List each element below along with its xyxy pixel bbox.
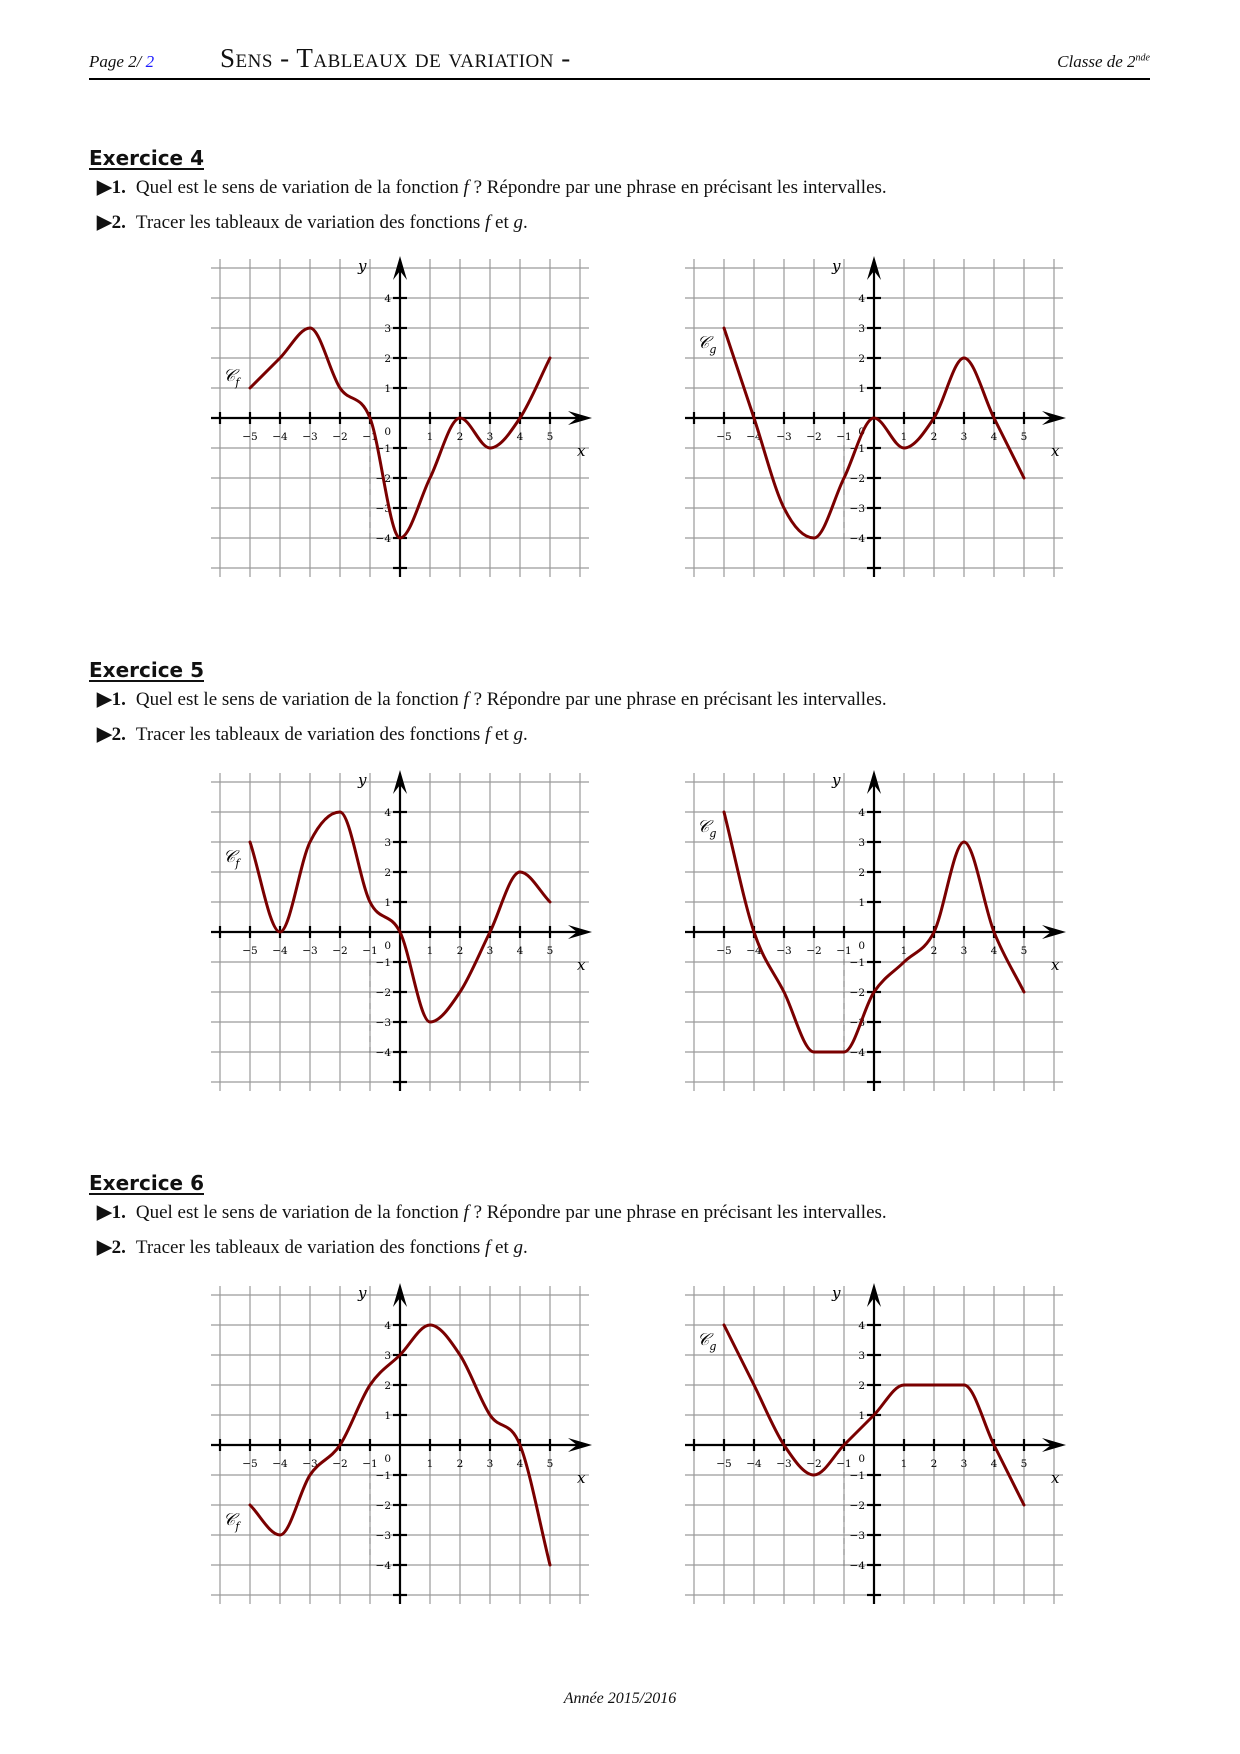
- y-tick-label: −2: [375, 473, 391, 485]
- question-text: ? Répondre par une phrase en précisant les intervalles.: [468, 177, 887, 198]
- x-tick-label: −3: [302, 945, 318, 957]
- x-tick-label: 1: [900, 945, 908, 957]
- function-name: f: [463, 689, 469, 710]
- x-tick-label: −4: [746, 945, 762, 957]
- origin-label: 0: [858, 1453, 865, 1465]
- x-tick-label: 4: [516, 945, 524, 957]
- function-name: f: [463, 1202, 469, 1223]
- y-tick-label: 3: [384, 837, 391, 849]
- function-name: f: [484, 1237, 491, 1258]
- document-title: Sens - Tableaux de variation -: [220, 43, 571, 73]
- curve-label: [223, 847, 241, 870]
- question-1: [97, 176, 887, 199]
- y-axis-label: y: [832, 771, 841, 789]
- curve-label-letter: 𝒞: [223, 847, 236, 867]
- y-tick-label: −1: [849, 957, 865, 969]
- y-tick-label: 4: [858, 1320, 865, 1332]
- y-tick-label: −4: [849, 533, 865, 545]
- x-tick-label: 3: [486, 431, 494, 443]
- x-tick-label: 5: [1020, 945, 1028, 957]
- page-number: [89, 52, 154, 72]
- y-tick-label: −3: [849, 1017, 865, 1029]
- question-text: ? Répondre par une phrase en précisant les intervalles.: [468, 689, 887, 710]
- class-label: [1057, 52, 1150, 72]
- x-tick-label: 3: [960, 431, 968, 443]
- x-tick-label: −1: [836, 945, 852, 957]
- y-axis-label: y: [358, 1284, 367, 1302]
- question-2: [97, 211, 528, 234]
- y-axis-label: y: [832, 1284, 841, 1302]
- x-tick-label: −1: [362, 1458, 378, 1470]
- x-axis-label: x: [1051, 442, 1060, 460]
- question-text: et: [490, 212, 514, 233]
- x-tick-label: −1: [836, 431, 852, 443]
- x-tick-label: −2: [332, 945, 348, 957]
- y-tick-label: 1: [858, 897, 865, 909]
- curve-label-letter: 𝒞: [697, 817, 710, 837]
- curve-label-letter: 𝒞: [697, 1330, 710, 1350]
- page-label: Page 2/: [89, 52, 142, 71]
- y-axis-label: y: [832, 257, 841, 275]
- x-tick-label: 2: [930, 945, 938, 957]
- origin-label: 0: [384, 426, 391, 438]
- x-tick-label: −2: [332, 1458, 348, 1470]
- y-tick-label: −2: [375, 987, 391, 999]
- y-tick-label: −2: [375, 1500, 391, 1512]
- page-footer: Année 2015/2016: [563, 1690, 677, 1707]
- x-tick-label: −4: [272, 1458, 288, 1470]
- y-tick-label: 3: [858, 1350, 865, 1362]
- y-tick-label: −3: [375, 503, 391, 515]
- x-tick-label: −1: [362, 431, 378, 443]
- function-name: f: [484, 724, 491, 745]
- x-tick-label: 2: [456, 1458, 464, 1470]
- exercise-heading: Exercice 4: [89, 146, 204, 170]
- y-tick-label: −4: [375, 533, 391, 545]
- x-axis-label: x: [1051, 956, 1060, 974]
- y-tick-label: −3: [849, 1530, 865, 1542]
- x-tick-label: 5: [546, 1458, 554, 1470]
- question-text: Tracer les tableaux de variation des fonctions: [135, 724, 485, 745]
- curve-label: [223, 366, 241, 389]
- x-tick-label: −3: [302, 1458, 318, 1470]
- x-tick-label: 1: [900, 431, 908, 443]
- x-tick-label: 4: [516, 431, 524, 443]
- x-axis-label: x: [577, 1469, 586, 1487]
- y-tick-label: −1: [849, 1470, 865, 1482]
- y-tick-label: −1: [375, 1470, 391, 1482]
- y-tick-label: −1: [375, 443, 391, 455]
- y-tick-label: 2: [858, 1380, 865, 1392]
- question-text: .: [522, 724, 528, 745]
- x-tick-label: 3: [960, 1458, 968, 1470]
- origin-label: 0: [858, 426, 865, 438]
- question-number: ▶1.: [97, 689, 126, 710]
- y-tick-label: −3: [849, 503, 865, 515]
- curve-label-sub: f: [235, 376, 240, 389]
- x-tick-label: −2: [806, 945, 822, 957]
- graph-exercice-6-g: [674, 1277, 1074, 1607]
- question-text: Quel est le sens de variation de la fonction: [135, 689, 464, 710]
- question-text: .: [522, 212, 528, 233]
- y-tick-label: 1: [384, 897, 391, 909]
- y-tick-label: −4: [375, 1560, 391, 1572]
- x-tick-label: 5: [546, 431, 554, 443]
- x-tick-label: 1: [426, 945, 434, 957]
- function-name: g: [513, 212, 523, 233]
- y-tick-label: 2: [384, 867, 391, 879]
- curve-label-sub: g: [709, 827, 717, 840]
- x-tick-label: −4: [746, 431, 762, 443]
- y-tick-label: 3: [384, 323, 391, 335]
- page-total-link[interactable]: 2: [145, 52, 155, 71]
- question-text: et: [490, 724, 514, 745]
- graph-exercice-6-f: [200, 1277, 600, 1607]
- question-text: ? Répondre par une phrase en précisant les intervalles.: [468, 1202, 887, 1223]
- x-tick-label: 3: [486, 945, 494, 957]
- x-tick-label: −5: [716, 1458, 732, 1470]
- curve-label-letter: 𝒞: [223, 366, 236, 386]
- y-tick-label: 2: [858, 353, 865, 365]
- x-tick-label: −1: [362, 945, 378, 957]
- y-tick-label: 4: [384, 1320, 391, 1332]
- question-1: [97, 1201, 887, 1224]
- x-tick-label: 1: [426, 1458, 434, 1470]
- question-number: ▶1.: [97, 1202, 126, 1223]
- y-tick-label: −3: [375, 1017, 391, 1029]
- curve-label-sub: f: [235, 857, 240, 870]
- y-tick-label: −2: [849, 1500, 865, 1512]
- x-tick-label: −3: [302, 431, 318, 443]
- x-tick-label: −2: [332, 431, 348, 443]
- function-name: g: [513, 724, 523, 745]
- x-tick-label: 4: [990, 1458, 998, 1470]
- question-text: et: [490, 1237, 514, 1258]
- y-axis-label: y: [358, 257, 367, 275]
- y-tick-label: 1: [384, 383, 391, 395]
- x-tick-label: 3: [960, 945, 968, 957]
- question-number: ▶2.: [97, 724, 126, 745]
- question-number: ▶2.: [97, 1237, 126, 1258]
- y-tick-label: −3: [375, 1530, 391, 1542]
- question-2: [97, 1236, 528, 1259]
- x-tick-label: 5: [546, 945, 554, 957]
- y-tick-label: 1: [858, 383, 865, 395]
- x-tick-label: 1: [900, 1458, 908, 1470]
- y-tick-label: 3: [858, 837, 865, 849]
- curve-label: [223, 1510, 241, 1533]
- curve-label: [697, 333, 716, 356]
- x-axis-label: x: [577, 956, 586, 974]
- curve-label: [697, 1330, 716, 1353]
- question-1: [97, 688, 887, 711]
- question-text: Tracer les tableaux de variation des fonctions: [135, 212, 485, 233]
- curve-label-letter: 𝒞: [223, 1510, 236, 1530]
- y-tick-label: 4: [858, 807, 865, 819]
- y-tick-label: 1: [384, 1410, 391, 1422]
- x-tick-label: −2: [806, 431, 822, 443]
- question-text: Quel est le sens de variation de la fonction: [135, 177, 464, 198]
- x-tick-label: 5: [1020, 1458, 1028, 1470]
- curve-label: [697, 817, 716, 840]
- x-tick-label: 4: [990, 945, 998, 957]
- x-tick-label: −3: [776, 431, 792, 443]
- x-tick-label: −4: [272, 431, 288, 443]
- y-tick-label: 4: [384, 807, 391, 819]
- y-tick-label: 2: [384, 1380, 391, 1392]
- x-tick-label: 2: [456, 945, 464, 957]
- curve-label-letter: 𝒞: [697, 333, 710, 353]
- y-tick-label: −1: [375, 957, 391, 969]
- y-tick-label: 4: [384, 293, 391, 305]
- curve-label-sub: g: [709, 1340, 717, 1353]
- x-tick-label: 2: [930, 1458, 938, 1470]
- x-tick-label: 3: [486, 1458, 494, 1470]
- x-tick-label: 2: [930, 431, 938, 443]
- x-tick-label: 5: [1020, 431, 1028, 443]
- x-tick-label: −5: [242, 945, 258, 957]
- x-tick-label: −2: [806, 1458, 822, 1470]
- y-tick-label: 3: [384, 1350, 391, 1362]
- y-tick-label: −2: [849, 987, 865, 999]
- question-2: [97, 723, 528, 746]
- x-axis-label: x: [577, 442, 586, 460]
- question-text: Tracer les tableaux de variation des fonctions: [135, 1237, 485, 1258]
- curve-label-sub: g: [709, 343, 717, 356]
- graph-exercice-5-f: [200, 764, 600, 1094]
- x-tick-label: −5: [716, 431, 732, 443]
- graph-exercice-4-g: [674, 250, 1074, 580]
- x-tick-label: −4: [272, 945, 288, 957]
- x-tick-label: −3: [776, 1458, 792, 1470]
- x-tick-label: −5: [242, 1458, 258, 1470]
- x-tick-label: −5: [242, 431, 258, 443]
- x-tick-label: 4: [990, 431, 998, 443]
- x-tick-label: −1: [836, 1458, 852, 1470]
- x-tick-label: −5: [716, 945, 732, 957]
- origin-label: 0: [858, 940, 865, 952]
- class-text: Classe de 2: [1057, 52, 1136, 71]
- y-tick-label: 4: [858, 293, 865, 305]
- y-axis-label: y: [358, 771, 367, 789]
- question-number: ▶2.: [97, 212, 126, 233]
- origin-label: 0: [384, 1453, 391, 1465]
- x-tick-label: −4: [746, 1458, 762, 1470]
- question-text: .: [522, 1237, 528, 1258]
- question-number: ▶1.: [97, 177, 126, 198]
- question-text: Quel est le sens de variation de la fonction: [135, 1202, 464, 1223]
- y-tick-label: −2: [849, 473, 865, 485]
- function-name: g: [513, 1237, 523, 1258]
- origin-label: 0: [384, 940, 391, 952]
- x-tick-label: −3: [776, 945, 792, 957]
- y-tick-label: −4: [849, 1047, 865, 1059]
- x-tick-label: 4: [516, 1458, 524, 1470]
- y-tick-label: 2: [858, 867, 865, 879]
- x-tick-label: 2: [456, 431, 464, 443]
- y-tick-label: −1: [849, 443, 865, 455]
- y-tick-label: 1: [858, 1410, 865, 1422]
- function-name: f: [484, 212, 491, 233]
- graph-exercice-5-g: [674, 764, 1074, 1094]
- function-name: f: [463, 177, 469, 198]
- page-header: [89, 40, 1150, 80]
- y-tick-label: 2: [384, 353, 391, 365]
- exercise-heading: Exercice 5: [89, 658, 204, 682]
- y-tick-label: 3: [858, 323, 865, 335]
- y-tick-label: −4: [849, 1560, 865, 1572]
- exercise-heading: Exercice 6: [89, 1171, 204, 1195]
- graph-exercice-4-f: [200, 250, 600, 580]
- x-tick-label: 1: [426, 431, 434, 443]
- curve-label-sub: f: [235, 1520, 240, 1533]
- y-tick-label: −4: [375, 1047, 391, 1059]
- class-sup: nde: [1135, 52, 1150, 64]
- x-axis-label: x: [1051, 1469, 1060, 1487]
